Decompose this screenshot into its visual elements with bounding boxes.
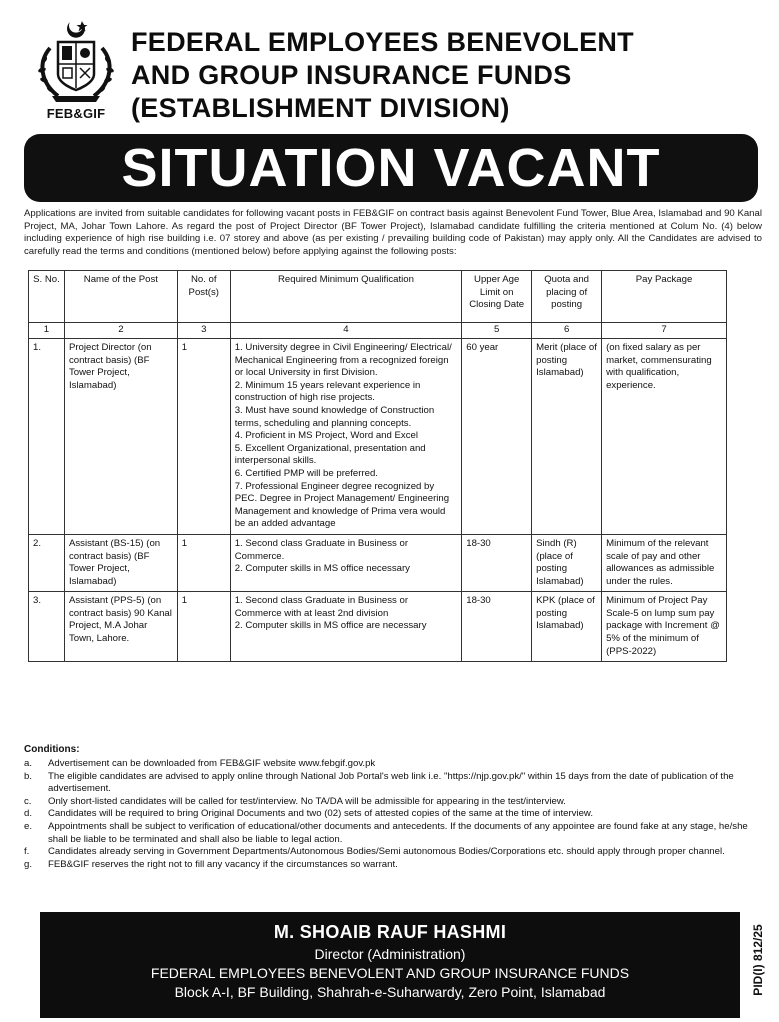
column-number: 1 — [29, 323, 65, 339]
row-age-limit: 18-30 — [462, 534, 532, 591]
signatory-role: Director (Administration) — [314, 946, 466, 962]
table-row — [29, 534, 727, 591]
org-title-line: AND GROUP INSURANCE FUNDS — [131, 60, 572, 90]
org-title — [131, 26, 751, 125]
row-quota: Merit (place of posting Islamabad) — [532, 339, 602, 535]
header-sno: S. No. — [29, 271, 65, 323]
conditions-title: Conditions: — [24, 744, 80, 755]
row-sno: 3. — [29, 592, 65, 662]
row-post-count: 1 — [177, 534, 230, 591]
condition-item — [24, 859, 764, 872]
signatory-address: Block A-I, BF Building, Shahrah-e-Suharwardy, Zero Point, Islamabad — [174, 984, 606, 1000]
condition-text: The eligible candidates are advised to apply online through National Job Portal's web link i.e. "https://njp.gov.pk/" within 15 days from the date of publication of the advertisement. — [48, 770, 734, 795]
header-quota: Quota and placing of posting — [532, 271, 602, 323]
condition-item — [24, 758, 764, 771]
row-quota: Sindh (R) (place of posting Islamabad) — [532, 534, 602, 591]
qualification-item: 6. Certified PMP will be preferred. — [234, 467, 378, 479]
condition-item — [24, 808, 764, 821]
condition-marker: e. — [24, 820, 33, 832]
signatory-organization: FEDERAL EMPLOYEES BENEVOLENT AND GROUP INSURANCE FUNDS — [150, 965, 630, 981]
column-number: 2 — [64, 323, 177, 339]
intro-paragraph: Applications are invited from suitable candidates for following vacant posts in FEB&GIF on contract basis against Benevolent Fund Tower, Blue Area, Islamabad and 90 Kanal Project, MA, Johar Town Lahore. As regard the post of Project Director (BF Tower Project), Islamabad candidate fulfilling the criteria mentioned at Colum No. (4) below including experience of high rise building i.e. 07 storey and above (as per existing / prevailing building code of Pakistan) may apply only. All the Candidates are advised to carefully read the terms and conditions (mentioned below) before applying against the following posts: — [24, 208, 762, 257]
condition-marker: d. — [24, 808, 33, 820]
condition-marker: c. — [24, 795, 32, 807]
condition-text: Advertisement can be downloaded from FEB&GIF website www.febgif.gov.pk — [48, 758, 376, 769]
condition-marker: g. — [24, 858, 33, 870]
table-row — [29, 339, 727, 535]
qualification-item: 5. Excellent Organizational, presentation and interpersonal skills. — [234, 442, 426, 467]
pid-number — [745, 905, 771, 1015]
condition-marker: b. — [24, 770, 33, 782]
signatory-footer — [40, 912, 740, 1018]
column-number: 7 — [602, 323, 727, 339]
org-logo — [30, 18, 122, 126]
condition-item — [24, 821, 764, 846]
org-title-line: FEDERAL EMPLOYEES BENEVOLENT — [131, 27, 634, 57]
condition-item — [24, 771, 764, 796]
qualification-item: 2. Minimum 15 years relevant experience in construction of high rise projects. — [234, 379, 421, 404]
column-number: 3 — [177, 323, 230, 339]
row-pay-package: (on fixed salary as per market, commensurating with qualification, experience. — [602, 339, 727, 535]
column-number-row — [29, 323, 727, 339]
header-pay-package: Pay Package — [602, 271, 727, 323]
qualification-item: 3. Must have sound knowledge of Construction terms, scheduling and planning concepts. — [234, 404, 435, 429]
qualification-item: 1. University degree in Civil Engineering/ Electrical/ Mechanical Engineering from a recognized foreign or local University in first Division. — [234, 342, 452, 379]
row-pay-package: Minimum of Project Pay Scale-5 on lump sum pay package with Increment @ 5% of the minimum of (PPS-2022) — [602, 592, 727, 662]
row-post-name: Assistant (BS-15) (on contract basis) (BF Tower Project, Islamabad) — [64, 534, 177, 591]
qualification-item: 2. Computer skills in MS office are necessary — [234, 620, 427, 632]
header-qualification: Required Minimum Qualification — [230, 271, 462, 323]
header-post-count: No. of Post(s) — [177, 271, 230, 323]
qualification-item: 4. Proficient in MS Project, Word and Excel — [234, 430, 418, 442]
column-number: 6 — [532, 323, 602, 339]
row-qualification — [230, 534, 462, 591]
condition-text: Only short-listed candidates will be called for test/interview. No TA/DA will be admissible for appearing in the test/interview. — [48, 795, 566, 807]
row-post-name: Project Director (on contract basis) (BF Tower Project, Islamabad) — [64, 339, 177, 535]
column-number: 5 — [462, 323, 532, 339]
qualification-item: 2. Computer skills in MS office necessary — [234, 563, 410, 575]
vacancies-table — [28, 270, 727, 662]
condition-item — [24, 846, 764, 859]
column-number: 4 — [230, 323, 462, 339]
row-sno: 1. — [29, 339, 65, 535]
row-quota: KPK (place of posting Islamabad) — [532, 592, 602, 662]
situation-vacant-banner: SITUATION VACANT — [24, 134, 758, 202]
row-qualification — [230, 592, 462, 662]
qualification-item: 7. Professional Engineer degree recognized by PEC. Degree in Project Management/ Engineering Management and knowledge of Prima vera would be an added advantage — [234, 480, 450, 530]
row-post-count: 1 — [177, 592, 230, 662]
condition-marker: f. — [24, 846, 30, 858]
header-post-name: Name of the Post — [64, 271, 177, 323]
condition-text: Candidates already serving in Government Departments/Autonomous Bodies/Semi autonomous Bodies/Corporations etc. should apply through proper channel. — [48, 846, 725, 858]
condition-text: FEB&GIF reserves the right not to fill any vacancy if the circumstances so warrant. — [48, 858, 398, 870]
logo-caption: FEB&GIF — [46, 106, 106, 121]
condition-marker: a. — [24, 758, 33, 769]
condition-text: Candidates will be required to bring Original Documents and two (02) sets of attested copies of the same at the time of interview. — [48, 808, 593, 820]
signatory-name: M. SHOAIB RAUF HASHMI — [273, 922, 507, 942]
row-qualification — [230, 339, 462, 535]
pid-text: PID(I) 812/25 — [751, 924, 765, 996]
qualification-item: 1. Second class Graduate in Business or Commerce with at least 2nd division — [234, 595, 409, 619]
row-sno: 2. — [29, 534, 65, 591]
row-post-count: 1 — [177, 339, 230, 535]
row-age-limit: 18-30 — [462, 592, 532, 662]
conditions-list — [24, 758, 764, 871]
table-row — [29, 592, 727, 662]
emblem-icon — [30, 18, 122, 106]
condition-text: Appointments shall be subject to verification of educational/other documents and antecedents. If the documents of any appointee are found fake at any stage, he/she shall be liable to be terminated and shall also be liable to legal action. — [48, 820, 748, 845]
qualification-item: 1. Second class Graduate in Business or Commerce. — [234, 537, 409, 562]
header-age-limit: Upper Age Limit on Closing Date — [462, 271, 532, 323]
condition-item — [24, 796, 764, 809]
row-post-name: Assistant (PPS-5) (on contract basis) 90 Kanal Project, M.A Johar Town, Lahore. — [64, 592, 177, 662]
table-header-row — [29, 271, 727, 323]
row-age-limit: 60 year — [462, 339, 532, 535]
row-pay-package: Minimum of the relevant scale of pay and other allowances as admissible under the rules. — [602, 534, 727, 591]
org-title-line: (ESTABLISHMENT DIVISION) — [131, 93, 510, 123]
